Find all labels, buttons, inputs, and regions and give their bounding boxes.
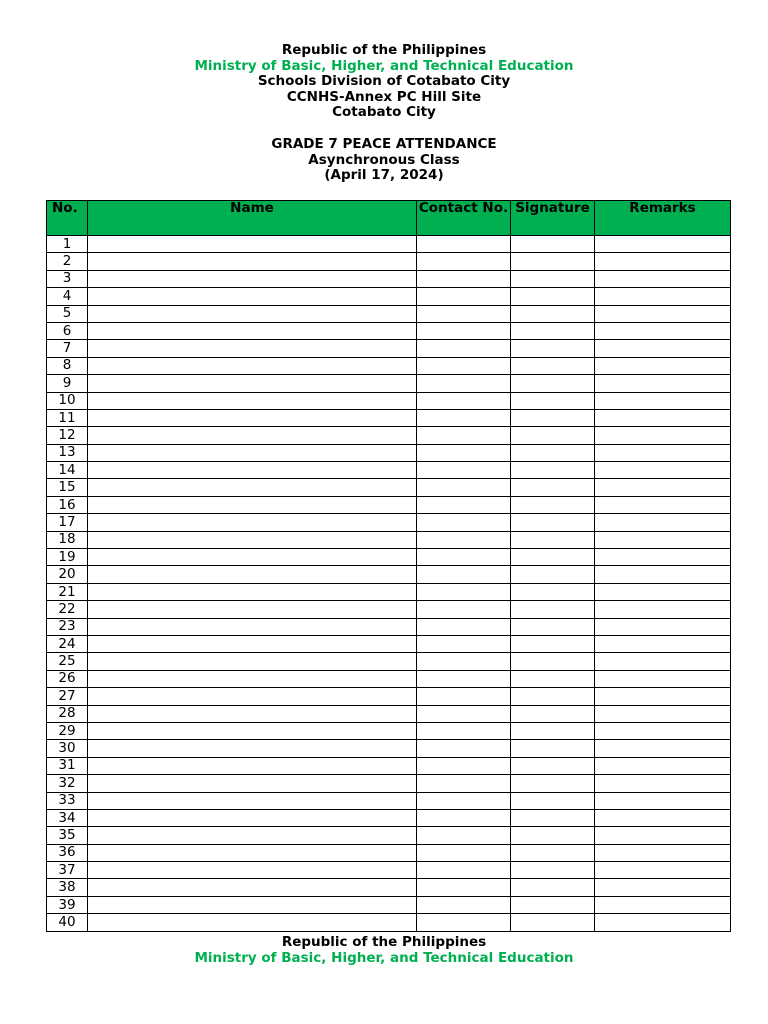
table-row: [47, 653, 731, 670]
remarks-cell[interactable]: [595, 462, 731, 479]
table-row: [47, 427, 731, 444]
table-row: [47, 288, 731, 305]
contact-cell[interactable]: [417, 531, 511, 548]
remarks-cell[interactable]: [595, 601, 731, 618]
signature-cell[interactable]: [511, 688, 595, 705]
table-row: [47, 409, 731, 426]
signature-cell[interactable]: [511, 914, 595, 931]
signature-cell[interactable]: [511, 670, 595, 687]
signature-cell[interactable]: [511, 305, 595, 322]
row-number: 9: [47, 375, 88, 392]
table-row: [47, 583, 731, 600]
name-cell[interactable]: [88, 618, 417, 635]
contact-cell[interactable]: [417, 340, 511, 357]
remarks-cell[interactable]: [595, 740, 731, 757]
contact-cell[interactable]: [417, 809, 511, 826]
remarks-cell[interactable]: [595, 375, 731, 392]
remarks-cell[interactable]: [595, 496, 731, 513]
name-cell[interactable]: [88, 514, 417, 531]
row-number: 34: [47, 809, 88, 826]
table-row: [47, 688, 731, 705]
signature-cell[interactable]: [511, 618, 595, 635]
contact-cell[interactable]: [417, 409, 511, 426]
signature-cell[interactable]: [511, 792, 595, 809]
document-title: [0, 137, 768, 184]
contact-cell[interactable]: [417, 688, 511, 705]
contact-cell[interactable]: [417, 583, 511, 600]
table-row: [47, 392, 731, 409]
title-attendance: GRADE 7 PEACE ATTENDANCE: [271, 136, 497, 152]
title-class-type: Asynchronous Class: [308, 151, 460, 168]
table-row: [47, 549, 731, 566]
table-row: [47, 444, 731, 461]
name-cell[interactable]: [88, 757, 417, 774]
contact-cell[interactable]: [417, 375, 511, 392]
row-number: 35: [47, 827, 88, 844]
signature-cell[interactable]: [511, 496, 595, 513]
name-cell[interactable]: [88, 462, 417, 479]
signature-cell[interactable]: [511, 775, 595, 792]
city-name: Cotabato City: [332, 104, 436, 121]
contact-cell[interactable]: [417, 740, 511, 757]
remarks-cell[interactable]: [595, 775, 731, 792]
name-cell[interactable]: [88, 409, 417, 426]
table-row: [47, 322, 731, 339]
table-row: [47, 462, 731, 479]
contact-cell[interactable]: [417, 444, 511, 461]
contact-cell[interactable]: [417, 705, 511, 722]
table-row: [47, 775, 731, 792]
name-cell[interactable]: [88, 653, 417, 670]
row-number: 3: [47, 270, 88, 287]
name-cell[interactable]: [88, 844, 417, 861]
column-header-no: No.: [47, 201, 88, 236]
signature-cell[interactable]: [511, 236, 595, 253]
contact-cell[interactable]: [417, 253, 511, 270]
contact-cell[interactable]: [417, 305, 511, 322]
table-row: [47, 670, 731, 687]
remarks-cell[interactable]: [595, 392, 731, 409]
name-cell[interactable]: [88, 392, 417, 409]
table-row: [47, 809, 731, 826]
contact-cell[interactable]: [417, 392, 511, 409]
table-row: [47, 253, 731, 270]
name-cell[interactable]: [88, 288, 417, 305]
attendance-table: [46, 200, 731, 932]
row-number: 31: [47, 757, 88, 774]
contact-cell[interactable]: [417, 601, 511, 618]
name-cell[interactable]: [88, 270, 417, 287]
contact-cell[interactable]: [417, 827, 511, 844]
signature-cell[interactable]: [511, 409, 595, 426]
table-row: [47, 340, 731, 357]
contact-cell[interactable]: [417, 322, 511, 339]
footer-country-name: Republic of the Philippines: [281, 934, 487, 950]
row-number: 38: [47, 879, 88, 896]
contact-cell[interactable]: [417, 270, 511, 287]
row-number: 20: [47, 566, 88, 583]
remarks-cell[interactable]: [595, 270, 731, 287]
row-number: 4: [47, 288, 88, 305]
remarks-cell[interactable]: [595, 827, 731, 844]
name-cell[interactable]: [88, 635, 417, 652]
name-cell[interactable]: [88, 809, 417, 826]
signature-cell[interactable]: [511, 844, 595, 861]
table-row: [47, 375, 731, 392]
remarks-cell[interactable]: [595, 635, 731, 652]
country-name: Republic of the Philippines: [281, 42, 487, 58]
contact-cell[interactable]: [417, 757, 511, 774]
remarks-cell[interactable]: [595, 305, 731, 322]
signature-cell[interactable]: [511, 757, 595, 774]
row-number: 37: [47, 862, 88, 879]
signature-cell[interactable]: [511, 722, 595, 739]
row-number: 19: [47, 549, 88, 566]
division-name: Schools Division of Cotabato City: [257, 73, 511, 90]
remarks-cell[interactable]: [595, 514, 731, 531]
name-cell[interactable]: [88, 340, 417, 357]
name-cell[interactable]: [88, 914, 417, 931]
signature-cell[interactable]: [511, 288, 595, 305]
name-cell[interactable]: [88, 253, 417, 270]
name-cell[interactable]: [88, 775, 417, 792]
remarks-cell[interactable]: [595, 427, 731, 444]
remarks-cell[interactable]: [595, 705, 731, 722]
remarks-cell[interactable]: [595, 670, 731, 687]
name-cell[interactable]: [88, 896, 417, 913]
signature-cell[interactable]: [511, 270, 595, 287]
contact-cell[interactable]: [417, 670, 511, 687]
document-header: [0, 43, 768, 121]
row-number: 27: [47, 688, 88, 705]
ministry-name: Ministry of Basic, Higher, and Technical Education: [194, 57, 574, 74]
name-cell[interactable]: [88, 792, 417, 809]
table-row: [47, 357, 731, 374]
signature-cell[interactable]: [511, 340, 595, 357]
table-row: [47, 514, 731, 531]
contact-cell[interactable]: [417, 549, 511, 566]
contact-cell[interactable]: [417, 496, 511, 513]
table-body: [47, 236, 731, 932]
contact-cell[interactable]: [417, 514, 511, 531]
name-cell[interactable]: [88, 827, 417, 844]
column-header-remarks: Remarks: [595, 201, 731, 236]
contact-cell[interactable]: [417, 566, 511, 583]
name-cell[interactable]: [88, 670, 417, 687]
remarks-cell[interactable]: [595, 444, 731, 461]
signature-cell[interactable]: [511, 375, 595, 392]
table-row: [47, 705, 731, 722]
contact-cell[interactable]: [417, 618, 511, 635]
name-cell[interactable]: [88, 601, 417, 618]
signature-cell[interactable]: [511, 827, 595, 844]
name-cell[interactable]: [88, 583, 417, 600]
signature-cell[interactable]: [511, 531, 595, 548]
remarks-cell[interactable]: [595, 236, 731, 253]
row-number: 36: [47, 844, 88, 861]
row-number: 17: [47, 514, 88, 531]
row-number: 39: [47, 896, 88, 913]
remarks-cell[interactable]: [595, 688, 731, 705]
table-row: [47, 236, 731, 253]
signature-cell[interactable]: [511, 479, 595, 496]
contact-cell[interactable]: [417, 236, 511, 253]
table-row: [47, 827, 731, 844]
row-number: 11: [47, 409, 88, 426]
contact-cell[interactable]: [417, 879, 511, 896]
remarks-cell[interactable]: [595, 531, 731, 548]
contact-cell[interactable]: [417, 914, 511, 931]
table-row: [47, 566, 731, 583]
remarks-cell[interactable]: [595, 618, 731, 635]
contact-cell[interactable]: [417, 775, 511, 792]
name-cell[interactable]: [88, 549, 417, 566]
row-number: 33: [47, 792, 88, 809]
name-cell[interactable]: [88, 357, 417, 374]
row-number: 12: [47, 427, 88, 444]
remarks-cell[interactable]: [595, 288, 731, 305]
signature-cell[interactable]: [511, 653, 595, 670]
signature-cell[interactable]: [511, 392, 595, 409]
contact-cell[interactable]: [417, 357, 511, 374]
table-row: [47, 601, 731, 618]
name-cell[interactable]: [88, 479, 417, 496]
signature-cell[interactable]: [511, 253, 595, 270]
table-row: [47, 896, 731, 913]
row-number: 23: [47, 618, 88, 635]
table-row: [47, 496, 731, 513]
remarks-cell[interactable]: [595, 809, 731, 826]
row-number: 24: [47, 635, 88, 652]
name-cell[interactable]: [88, 427, 417, 444]
row-number: 6: [47, 322, 88, 339]
row-number: 14: [47, 462, 88, 479]
row-number: 21: [47, 583, 88, 600]
name-cell[interactable]: [88, 496, 417, 513]
table-row: [47, 722, 731, 739]
name-cell[interactable]: [88, 688, 417, 705]
table-row: [47, 844, 731, 861]
row-number: 25: [47, 653, 88, 670]
row-number: 26: [47, 670, 88, 687]
row-number: 28: [47, 705, 88, 722]
title-date: (April 17, 2024): [324, 167, 444, 184]
row-number: 15: [47, 479, 88, 496]
name-cell[interactable]: [88, 705, 417, 722]
table-row: [47, 792, 731, 809]
table-row: [47, 862, 731, 879]
name-cell[interactable]: [88, 305, 417, 322]
contact-cell[interactable]: [417, 862, 511, 879]
signature-cell[interactable]: [511, 601, 595, 618]
remarks-cell[interactable]: [595, 722, 731, 739]
remarks-cell[interactable]: [595, 409, 731, 426]
signature-cell[interactable]: [511, 583, 595, 600]
name-cell[interactable]: [88, 236, 417, 253]
table-row: [47, 757, 731, 774]
table-row: [47, 305, 731, 322]
column-header-name: Name: [88, 201, 417, 236]
signature-cell[interactable]: [511, 740, 595, 757]
signature-cell[interactable]: [511, 357, 595, 374]
remarks-cell[interactable]: [595, 879, 731, 896]
remarks-cell[interactable]: [595, 844, 731, 861]
signature-cell[interactable]: [511, 462, 595, 479]
name-cell[interactable]: [88, 740, 417, 757]
remarks-cell[interactable]: [595, 253, 731, 270]
signature-cell[interactable]: [511, 322, 595, 339]
signature-cell[interactable]: [511, 635, 595, 652]
signature-cell[interactable]: [511, 566, 595, 583]
row-number: 13: [47, 444, 88, 461]
row-number: 2: [47, 253, 88, 270]
name-cell[interactable]: [88, 322, 417, 339]
remarks-cell[interactable]: [595, 583, 731, 600]
name-cell[interactable]: [88, 879, 417, 896]
table-row: [47, 531, 731, 548]
signature-cell[interactable]: [511, 705, 595, 722]
signature-cell[interactable]: [511, 862, 595, 879]
name-cell[interactable]: [88, 722, 417, 739]
remarks-cell[interactable]: [595, 653, 731, 670]
remarks-cell[interactable]: [595, 340, 731, 357]
remarks-cell[interactable]: [595, 357, 731, 374]
contact-cell[interactable]: [417, 288, 511, 305]
row-number: 16: [47, 496, 88, 513]
remarks-cell[interactable]: [595, 549, 731, 566]
row-number: 5: [47, 305, 88, 322]
remarks-cell[interactable]: [595, 862, 731, 879]
table-row: [47, 879, 731, 896]
contact-cell[interactable]: [417, 792, 511, 809]
remarks-cell[interactable]: [595, 566, 731, 583]
column-header-signature: Signature: [511, 201, 595, 236]
row-number: 1: [47, 236, 88, 253]
name-cell[interactable]: [88, 375, 417, 392]
signature-cell[interactable]: [511, 879, 595, 896]
remarks-cell[interactable]: [595, 757, 731, 774]
table-row: [47, 914, 731, 931]
remarks-cell[interactable]: [595, 792, 731, 809]
row-number: 40: [47, 914, 88, 931]
remarks-cell[interactable]: [595, 479, 731, 496]
signature-cell[interactable]: [511, 444, 595, 461]
signature-cell[interactable]: [511, 549, 595, 566]
column-header-contact: Contact No.: [417, 201, 511, 236]
row-number: 32: [47, 775, 88, 792]
document-footer: [0, 935, 768, 966]
row-number: 8: [47, 357, 88, 374]
row-number: 29: [47, 722, 88, 739]
name-cell[interactable]: [88, 566, 417, 583]
contact-cell[interactable]: [417, 896, 511, 913]
footer-ministry-name: Ministry of Basic, Higher, and Technical Education: [194, 949, 574, 966]
table-row: [47, 740, 731, 757]
row-number: 18: [47, 531, 88, 548]
signature-cell[interactable]: [511, 514, 595, 531]
contact-cell[interactable]: [417, 722, 511, 739]
name-cell[interactable]: [88, 444, 417, 461]
school-name: CCNHS-Annex PC Hill Site: [286, 88, 482, 105]
table-row: [47, 479, 731, 496]
contact-cell[interactable]: [417, 844, 511, 861]
remarks-cell[interactable]: [595, 914, 731, 931]
remarks-cell[interactable]: [595, 896, 731, 913]
signature-cell[interactable]: [511, 427, 595, 444]
contact-cell[interactable]: [417, 479, 511, 496]
table-row: [47, 270, 731, 287]
signature-cell[interactable]: [511, 809, 595, 826]
contact-cell[interactable]: [417, 427, 511, 444]
signature-cell[interactable]: [511, 896, 595, 913]
contact-cell[interactable]: [417, 653, 511, 670]
remarks-cell[interactable]: [595, 322, 731, 339]
row-number: 30: [47, 740, 88, 757]
name-cell[interactable]: [88, 531, 417, 548]
contact-cell[interactable]: [417, 635, 511, 652]
contact-cell[interactable]: [417, 462, 511, 479]
row-number: 7: [47, 340, 88, 357]
table-row: [47, 618, 731, 635]
row-number: 22: [47, 601, 88, 618]
table-row: [47, 635, 731, 652]
table-header-row: [47, 201, 731, 236]
row-number: 10: [47, 392, 88, 409]
name-cell[interactable]: [88, 862, 417, 879]
